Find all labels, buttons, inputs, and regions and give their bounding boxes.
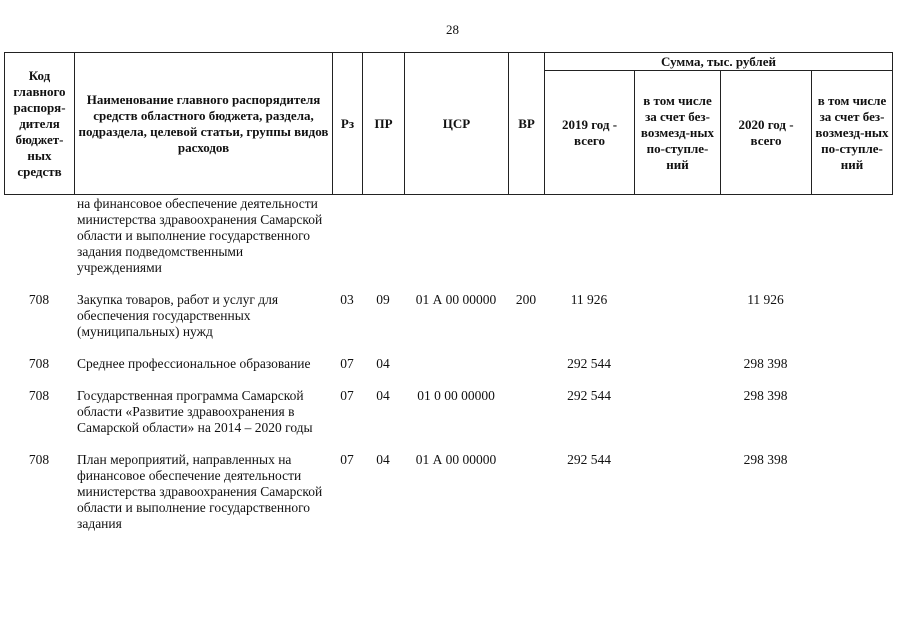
cell-vr	[508, 356, 544, 388]
cell-pr: 04	[376, 388, 390, 403]
cell-vr	[508, 388, 544, 452]
cell-rz	[332, 196, 362, 292]
header-code: Код главного распоря-дителя бюджет-ных средств	[5, 53, 75, 195]
cell-code: 708	[28, 292, 50, 307]
cell-name: на финансовое обеспечение деятельности министерства здравоохранения Самарской области и выполнение государственного задания подведомственными учреждениями	[77, 196, 323, 275]
table-body	[4, 196, 892, 532]
cell-pr: 04	[376, 356, 390, 371]
header-2019-free: в том числе за счет без-возмезд-ных по-ступле-ний	[635, 71, 721, 195]
cell-code	[4, 196, 74, 292]
header-2019-total: 2019 год - всего	[545, 71, 635, 195]
cell-2020: 11 926	[747, 292, 784, 307]
cell-code: 708	[28, 388, 50, 403]
cell-csr: 01 А 00 00000	[415, 292, 497, 307]
cell-csr: 01 0 00 00000	[417, 388, 495, 403]
cell-rz: 07	[340, 356, 354, 371]
cell-2020	[720, 196, 811, 292]
cell-2019: 292 544	[567, 452, 611, 467]
header-name: Наименование главного распорядителя средств областного бюджета, раздела, подраздела, целевой статьи, группы видов расходов	[75, 53, 333, 195]
cell-rz: 07	[340, 452, 354, 467]
cell-pr: 04	[376, 452, 390, 467]
cell-2019: 11 926	[570, 292, 608, 307]
table-row	[4, 388, 892, 452]
table-row	[4, 292, 892, 356]
cell-rz: 07	[340, 388, 354, 403]
cell-code: 708	[28, 452, 50, 467]
cell-code: 708	[28, 356, 50, 371]
cell-name: Закупка товаров, работ и услуг для обеспечения государственных (муниципальных) нужд	[77, 292, 279, 339]
cell-2020: 298 398	[743, 388, 788, 403]
header-2020-free: в том числе за счет без-возмезд-ных по-ступле-ний	[812, 71, 893, 195]
header-vr: ВР	[509, 53, 545, 195]
cell-csr	[404, 356, 508, 388]
header-pr: ПР	[363, 53, 405, 195]
cell-pr	[362, 196, 404, 292]
cell-name: Государственная программа Самарской области «Развитие здравоохранения в Самарской области» на 2014 – 2020 годы	[77, 388, 313, 435]
cell-vr	[508, 452, 544, 532]
header-rz: Рз	[333, 53, 363, 195]
header-sum: Сумма, тыс. рублей	[545, 53, 893, 71]
cell-vr	[508, 196, 544, 292]
header-csr: ЦСР	[405, 53, 509, 195]
cell-2019: 292 544	[567, 388, 611, 403]
cell-csr	[404, 196, 508, 292]
header-2020-total: 2020 год - всего	[721, 71, 812, 195]
table-row	[4, 356, 892, 388]
cell-vr: 200	[515, 292, 537, 307]
cell-2020: 298 398	[743, 452, 788, 467]
cell-rz: 03	[340, 292, 354, 307]
page-number: 28	[446, 22, 459, 37]
table-row	[4, 452, 892, 532]
cell-2019	[544, 196, 634, 292]
cell-2019: 292 544	[567, 356, 611, 371]
table-row	[4, 196, 892, 292]
cell-2020: 298 398	[743, 356, 788, 371]
table-header	[4, 52, 893, 195]
cell-csr: 01 А 00 00000	[415, 452, 497, 467]
cell-name: Среднее профессиональное образование	[77, 356, 311, 371]
cell-pr: 09	[376, 292, 390, 307]
cell-name: План мероприятий, направленных на финансовое обеспечение деятельности министерства здравоохранения Самарской области и выполнение государственного задания	[77, 452, 323, 531]
